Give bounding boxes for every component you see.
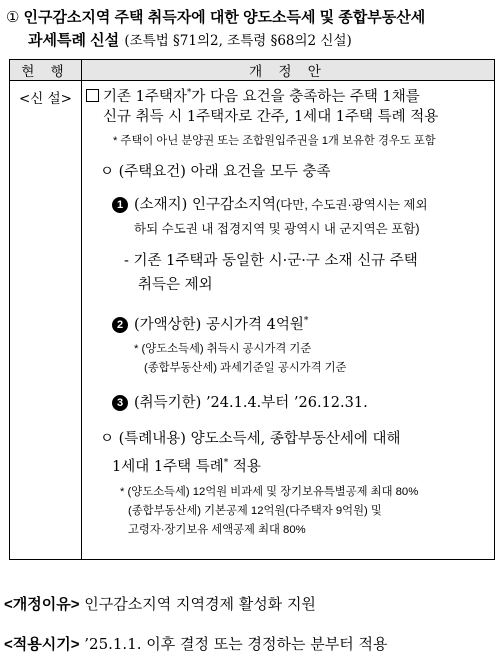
number-2-icon: 2 <box>112 317 128 333</box>
proposal-cell <box>82 81 495 560</box>
title-text-1: 인구감소지역 주택 취득자에 대한 양도소득세 및 종합부동산세 <box>23 9 426 26</box>
timing-row <box>4 632 387 657</box>
title-line-2 <box>6 29 496 53</box>
item-2-note-2: (종합부동산세) 과세기준일 공시가격 기준 <box>144 362 347 374</box>
section-title <box>6 6 496 53</box>
reason-label: <개정이유> <box>4 596 80 613</box>
special-note-1: * (양도소득세) 12억원 비과세 및 장기보유특별공제 최대 80% <box>120 486 419 498</box>
title-line-1 <box>6 6 496 29</box>
current-cell <box>10 81 82 560</box>
item-3: 3 (취득기한) ’24.1.4.부터 ’26.12.31. <box>112 391 368 415</box>
special-line-2: 1세대 1주택 특례* 적용 <box>112 458 261 475</box>
header-current: 현 행 <box>10 60 82 81</box>
comparison-table <box>9 59 495 560</box>
item-1-dash-1: - 기존 1주택과 동일한 시·군·구 소재 신규 주택 <box>124 253 418 269</box>
number-1-icon: 1 <box>112 197 128 213</box>
item-1-line-2: 하되 수도권 내 접경지역 및 광역시 내 군지역은 포함) <box>134 222 420 236</box>
special-note-2: (종합부동산세) 기본공제 12억원(다주택자 9억원) 및 <box>128 505 382 517</box>
checkbox-icon <box>86 89 99 102</box>
title-legal-basis: (조특법 §71의2, 조특령 §68의2 신설) <box>124 33 352 49</box>
item-2-note-1: * (양도소득세) 취득시 공시가격 기준 <box>134 343 312 355</box>
checkbox-line-2: 신규 취득 시 1주택자로 간주, 1세대 1주택 특례 적용 <box>103 109 439 125</box>
requirement-title: ㅇ (주택요건) 아래 요건을 모두 충족 <box>100 164 331 180</box>
note-1: * 주택이 아닌 분양권 또는 조합원입주권을 1개 보유한 경우도 포함 <box>113 135 436 147</box>
reason-text: 인구감소지역 지역경제 활성화 지원 <box>84 595 316 613</box>
special-line-1: ㅇ (특례내용) 양도소득세, 종합부동산세에 대해 <box>100 431 401 447</box>
item-2: 2 (가액상한) 공시가격 4억원* <box>112 309 308 337</box>
checkbox-line-1: 기존 1주택자*가 다음 요건을 충족하는 주택 1채를 <box>86 81 420 109</box>
item-1-line-1: 1 (소재지) 인구감소지역(다만, 수도권·광역시는 제외 <box>112 193 428 217</box>
header-proposal: 개 정 안 <box>82 60 495 81</box>
number-3-icon: 3 <box>112 395 128 411</box>
reason-row <box>4 592 316 617</box>
item-1-dash-2: 취득은 제외 <box>138 277 213 293</box>
current-text: <신 설> <box>19 91 72 107</box>
title-number: ① <box>6 8 20 26</box>
timing-text: ’25.1.1. 이후 결정 또는 경정하는 분부터 적용 <box>84 635 388 653</box>
title-text-2: 과세특례 신설 <box>28 32 120 49</box>
special-note-3: 고령자·장기보유 세액공제 최대 80% <box>128 524 306 536</box>
timing-label: <적용시기> <box>4 636 80 653</box>
